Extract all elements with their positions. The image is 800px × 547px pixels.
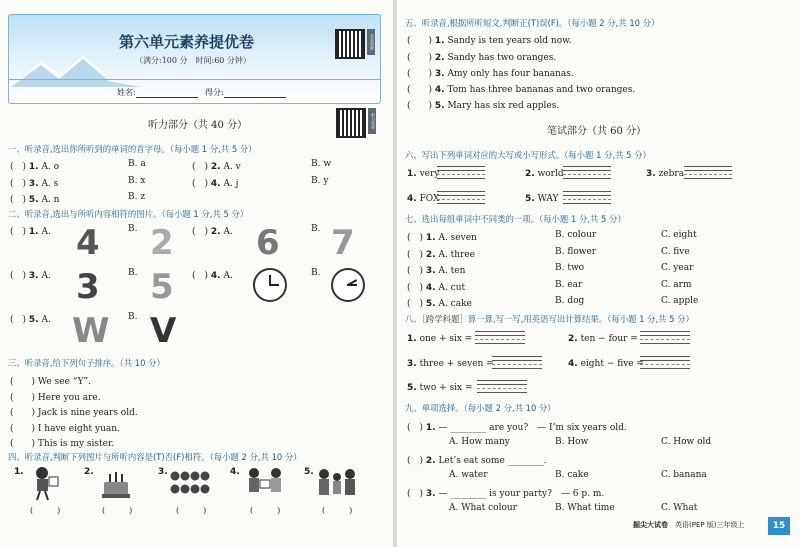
right-page <box>397 0 800 547</box>
s8-item-2: 2. ten − four = <box>568 334 638 344</box>
s3-item-5: ( ) This is my sister. <box>10 439 115 449</box>
s5-item-2: ( ) 2. Sandy has two oranges. <box>407 53 557 63</box>
digit-5-picture: 5 <box>150 267 174 307</box>
s7-item-2-c: C. five <box>661 247 690 257</box>
s7-item-2: ( ) 2. A. three <box>407 250 476 260</box>
s2-item-1-b: B. <box>128 224 138 234</box>
s9-item-3-c: C. What <box>661 503 698 513</box>
s9-item-2-b: B. cake <box>555 470 589 480</box>
s4-num-2: 2. <box>84 467 94 477</box>
s4-answer-3: ( ) <box>176 506 207 515</box>
s2-item-3: ( ) 3. A. <box>10 271 51 281</box>
s6-item-4: 4. FOX <box>407 194 440 204</box>
s9-item-1-question: ( ) 1. — ________ are you? — I’m six years old. <box>407 423 627 433</box>
s9-item-2-question: ( ) 2. Let’s eat some ________. <box>407 456 547 466</box>
s1-item-1: ( ) 1. A. o <box>10 162 60 172</box>
s4-num-4: 4. <box>230 467 240 477</box>
s4-num-5: 5. <box>304 467 314 477</box>
clock-icon <box>331 268 365 302</box>
letter-w-picture: W <box>72 311 110 351</box>
s2-item-2: ( ) 2. A. <box>192 227 233 237</box>
s3-item-1: ( ) We see “Y”. <box>10 377 91 387</box>
letter-v-picture: V <box>150 311 177 351</box>
exam-title: 第六单元素养提优卷 <box>119 33 255 51</box>
s1-item-1-b: B. a <box>128 159 146 169</box>
s8-item-5: 5. two + six = <box>407 383 473 393</box>
s8-item-3: 3. three + seven = <box>407 359 494 369</box>
section-7-title: 七、选出每组单词中不同类的一项。（每小题 1 分,共 5 分） <box>405 214 626 224</box>
s9-item-1-a: A. How many <box>449 437 510 447</box>
s5-item-5: ( ) 5. Mary has six red apples. <box>407 101 560 111</box>
digit-4-picture: 4 <box>76 223 100 263</box>
digit-2-picture: 2 <box>150 223 174 263</box>
mountain-decoration <box>11 51 141 87</box>
writing-lines <box>477 380 527 398</box>
left-page <box>0 0 393 547</box>
s9-item-2-a: A. water <box>449 470 488 480</box>
section-2-title: 二、听录音,选出与所听内容相符的图片。（每小题 1 分,共 5 分） <box>8 209 249 219</box>
section-8-title: 八、［跨学科题］算一算,写一写,用英语写出计算结果。（每小题 1 分,共 5 分） <box>405 314 694 324</box>
digit-7-picture: 7 <box>331 223 355 263</box>
s9-item-1-c: C. How old <box>661 437 712 447</box>
writing-lines <box>640 356 690 374</box>
s4-answer-5: ( ) <box>322 506 353 515</box>
s3-item-2: ( ) Here you are. <box>10 393 101 403</box>
footer-text: 掘尖大试卷 英语(PEP 版)三年级上 <box>633 521 745 529</box>
s4-answer-4: ( ) <box>250 506 281 515</box>
cake-picture <box>100 470 132 500</box>
s7-item-3: ( ) 3. A. ten <box>407 266 466 276</box>
qr-tag: 录音资源 <box>367 29 375 55</box>
s8-item-4: 4. eight − five = <box>568 359 645 369</box>
writing-lines <box>563 166 611 184</box>
listening-qr-tag: 听力录音 <box>368 108 376 134</box>
section-9-title: 九、单项选择。（每小题 2 分,共 10 分） <box>405 403 556 413</box>
s7-item-2-b: B. flower <box>555 247 597 257</box>
name-label: 姓名: <box>117 87 198 98</box>
s7-item-4-b: B. ear <box>555 280 583 290</box>
s4-answer-1: ( ) <box>30 506 61 515</box>
section-1-title: 一、听录音,选出你所听到的单词的首字母。（每小题 1 分,共 5 分） <box>8 144 257 154</box>
s7-item-5-b: B. dog <box>555 296 585 306</box>
s3-item-4: ( ) I have eight yuan. <box>10 424 120 434</box>
writing-lines <box>437 191 485 209</box>
s2-item-5-b: B. <box>128 312 138 322</box>
s6-item-2: 2. world <box>525 169 564 179</box>
s2-item-4: ( ) 4. A. <box>192 271 233 281</box>
clock-icon <box>253 268 287 302</box>
s8-item-1: 1. one + six = <box>407 334 473 344</box>
s1-item-2: ( ) 2. A. v <box>192 162 241 172</box>
s1-item-5-b: B. z <box>128 192 146 202</box>
s9-item-2-c: C. banana <box>661 470 707 480</box>
s7-item-3-c: C. year <box>661 263 694 273</box>
s5-item-4: ( ) 4. Tom has three bananas and two oranges. <box>407 85 636 95</box>
s1-item-4: ( ) 4. A. j <box>192 179 239 189</box>
s7-item-1: ( ) 1. A. seven <box>407 233 477 243</box>
s3-item-3: ( ) Jack is nine years old. <box>10 408 138 418</box>
s2-item-5: ( ) 5. A. <box>10 315 51 325</box>
s4-num-3: 3. <box>158 467 168 477</box>
s1-item-4-b: B. y <box>311 176 329 186</box>
s2-item-4-b: B. <box>311 268 321 278</box>
children-picture <box>244 466 288 502</box>
s7-item-3-b: B. two <box>555 263 585 273</box>
writing-lines <box>492 356 542 374</box>
s4-answer-2: ( ) <box>102 506 133 515</box>
s7-item-5-c: C. apple <box>661 296 699 306</box>
digit-6-picture: 6 <box>256 223 280 263</box>
s9-item-1-b: B. How <box>555 437 589 447</box>
s9-item-3-a: A. What colour <box>449 503 517 513</box>
s1-item-3: ( ) 3. A. s <box>10 179 59 189</box>
writing-lines <box>684 166 732 184</box>
s2-item-2-b: B. <box>311 224 321 234</box>
family-picture <box>316 466 358 502</box>
s7-item-1-b: B. colour <box>555 230 597 240</box>
s7-item-1-c: C. eight <box>661 230 697 240</box>
written-title: 笔试部分（共 60 分） <box>547 126 647 137</box>
section-3-title: 三、听录音,给下列句子排序。（共 10 分） <box>8 358 165 368</box>
balls-picture <box>170 470 212 498</box>
s1-item-5: ( ) 5. A. n <box>10 195 60 205</box>
writing-lines <box>563 191 611 209</box>
s6-item-1: 1. very <box>407 169 440 179</box>
listening-qr-code <box>336 108 366 138</box>
s7-item-4: ( ) 4. A. cut <box>407 283 466 293</box>
header-banner <box>8 14 381 104</box>
s6-item-5: 5. WAY <box>525 194 559 204</box>
boy-picture <box>30 466 60 502</box>
s7-item-5: ( ) 5. A. cake <box>407 299 472 309</box>
s1-item-3-b: B. x <box>128 176 146 186</box>
s7-item-4-c: C. arm <box>661 280 692 290</box>
listening-title: 听力部分（共 40 分） <box>148 120 248 131</box>
section-6-title: 六、写出下列单词对应的大写或小写形式。（每小题 1 分,共 5 分） <box>405 150 651 160</box>
s9-item-3-question: ( ) 3. — ________ is your party? — 6 p. m. <box>407 489 605 499</box>
s1-item-2-b: B. w <box>311 159 332 169</box>
page-number: 15 <box>768 517 790 535</box>
digit-3-picture: 3 <box>76 267 100 307</box>
writing-lines <box>475 331 525 349</box>
qr-code <box>335 29 365 59</box>
exam-subtitle: （满分:100 分 时间:60 分钟） <box>135 56 251 65</box>
s5-item-3: ( ) 3. Amy only has four bananas. <box>407 69 574 79</box>
s4-num-1: 1. <box>14 467 24 477</box>
writing-lines <box>640 331 690 349</box>
section-5-title: 五、听录音,根据所听短文,判断正(T)误(F)。（每小题 2 分,共 10 分） <box>405 18 660 28</box>
s6-item-3: 3. zebra <box>646 169 685 179</box>
s2-item-1: ( ) 1. A. <box>10 227 51 237</box>
s9-item-3-b: B. What time <box>555 503 615 513</box>
writing-lines <box>437 166 485 184</box>
section-4-title: 四、听录音,判断下列图片与所听内容是(T)否(F)相符。（每小题 2 分,共 10 分） <box>8 452 302 462</box>
score-label: 得分: <box>205 87 286 98</box>
s2-item-3-b: B. <box>128 268 138 278</box>
s5-item-1: ( ) 1. Sandy is ten years old now. <box>407 36 572 46</box>
